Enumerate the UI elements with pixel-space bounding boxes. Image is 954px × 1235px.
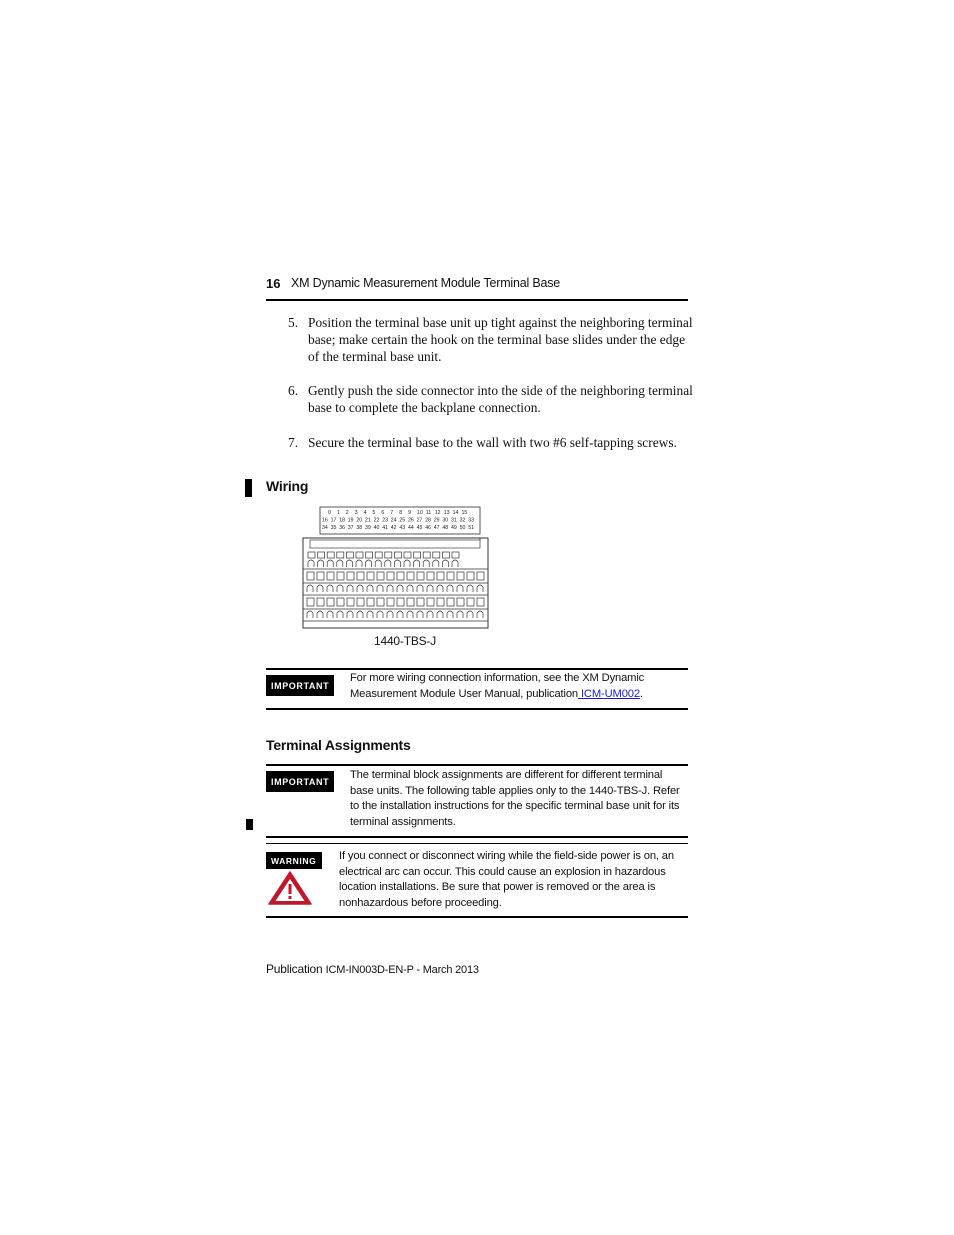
header-rule xyxy=(266,299,688,301)
terminal-slot xyxy=(357,598,364,606)
page-number: 16 xyxy=(266,276,281,291)
terminal-slot xyxy=(414,552,421,558)
terminal-slot xyxy=(357,572,364,580)
terminal-label: 4 xyxy=(363,510,367,516)
terminal-slot xyxy=(433,552,440,558)
terminal-slot xyxy=(375,552,382,558)
terminal-label: 39 xyxy=(365,525,371,531)
step-number: 7. xyxy=(288,435,299,450)
terminal-label: 37 xyxy=(347,525,354,531)
terminal-slot xyxy=(377,572,384,580)
terminal-label: 14 xyxy=(452,510,459,516)
terminal-base-figure xyxy=(300,506,492,637)
terminal-slot xyxy=(457,598,464,606)
callout-bottom-rule xyxy=(266,708,688,710)
terminal-slot xyxy=(337,552,344,558)
terminal-slot xyxy=(308,552,315,558)
terminal-slot xyxy=(346,552,353,558)
warning-top-rule xyxy=(266,843,688,844)
terminal-label: 51 xyxy=(468,525,474,531)
warning-label: WARNING xyxy=(266,852,322,869)
change-bar xyxy=(245,479,252,497)
terminal-slot xyxy=(423,552,430,558)
terminal-label: 45 xyxy=(416,525,423,531)
terminal-slot xyxy=(467,598,474,606)
terminal-slot xyxy=(337,572,344,580)
terminal-slot xyxy=(397,572,404,580)
terminal-slot xyxy=(404,552,411,558)
terminal-slot xyxy=(447,598,454,606)
terminal-slot xyxy=(318,552,325,558)
terminal-label: 19 xyxy=(347,517,354,524)
terminal-label: 16 xyxy=(322,517,328,524)
terminal-label: 0 xyxy=(328,510,331,516)
terminal-slot xyxy=(327,572,334,580)
important-note-end: . xyxy=(639,687,643,700)
step-text: Secure the terminal base to the wall with two #6 self-tapping screws. xyxy=(308,435,677,450)
terminal-slot xyxy=(394,552,401,558)
terminal-label: 41 xyxy=(382,525,388,531)
terminal-label: 9 xyxy=(408,510,411,516)
terminal-label: 23 xyxy=(382,517,388,524)
terminal-label: 33 xyxy=(468,517,474,524)
terminal-slot xyxy=(356,552,363,558)
terminal-slot xyxy=(307,598,314,606)
terminal-slot xyxy=(347,598,354,606)
terminal-label: 44 xyxy=(408,525,414,531)
important-note-text: The terminal block assignments are different for different terminal base units. The following table applies only to the 1440-TBS-J. Refer to the installation instructions for the specific terminal base unit for its terminal assignments. xyxy=(350,769,680,828)
wiring-heading: Wiring xyxy=(266,478,309,494)
terminal-slot xyxy=(327,598,334,606)
terminal-label: 48 xyxy=(442,525,449,531)
step-text: Position the terminal base unit up tight against the neighboring terminal base; make certain the hook on the terminal base slides under the edge of the terminal base unit. xyxy=(308,315,693,364)
terminal-label: 36 xyxy=(339,525,345,531)
warning-bottom-rule xyxy=(266,916,688,918)
terminal-label: 47 xyxy=(433,525,440,531)
terminal-label: 1 xyxy=(336,510,340,516)
terminal-slot xyxy=(387,598,394,606)
important-label: IMPORTANT xyxy=(266,771,334,792)
terminal-label: 32 xyxy=(459,517,466,524)
step-number: 5. xyxy=(288,315,299,330)
step-text: Gently push the side connector into the side of the neighboring terminal base to complete the backplane connection. xyxy=(308,383,693,415)
terminal-slot xyxy=(477,598,484,606)
terminal-label: 7 xyxy=(390,510,394,516)
footer-prefix: Publication xyxy=(266,962,323,976)
terminal-label: 25 xyxy=(399,517,406,524)
terminal-label: 29 xyxy=(433,517,440,524)
terminal-label: 49 xyxy=(451,525,457,531)
running-title: XM Dynamic Measurement Module Terminal Base xyxy=(291,276,561,290)
terminal-slot xyxy=(387,572,394,580)
terminal-label: 6 xyxy=(381,510,385,516)
terminal-slot xyxy=(452,552,459,558)
terminal-label: 34 xyxy=(322,525,328,531)
callout-top-rule xyxy=(266,764,688,766)
terminal-label: 30 xyxy=(442,517,449,524)
terminal-slot xyxy=(417,598,424,606)
terminal-slot xyxy=(407,572,414,580)
terminal-label: 50 xyxy=(459,525,466,531)
step-number: 6. xyxy=(288,383,299,398)
terminal-label: 20 xyxy=(356,517,363,524)
terminal-label: 2 xyxy=(345,510,349,516)
warning-text: If you connect or disconnect wiring while the field-side power is on, an electrical arc can occur. This could cause an explosion in hazardous location installations. Be sure that power is removed or the area is nonhazardous before proceeding. xyxy=(339,850,674,909)
terminal-slot xyxy=(437,572,444,580)
terminal-slot xyxy=(327,552,334,558)
terminal-label: 21 xyxy=(365,517,371,524)
terminal-label: 24 xyxy=(390,517,397,524)
terminal-slot xyxy=(467,572,474,580)
terminal-label: 35 xyxy=(330,525,337,531)
terminal-label: 28 xyxy=(425,517,431,524)
terminal-slot xyxy=(337,598,344,606)
terminal-slot xyxy=(427,572,434,580)
terminal-slot xyxy=(347,572,354,580)
terminal-slot xyxy=(385,552,392,558)
terminal-label: 43 xyxy=(399,525,406,531)
terminal-label: 27 xyxy=(416,517,423,524)
terminal-label: 26 xyxy=(408,517,414,524)
terminal-slot xyxy=(427,598,434,606)
terminal-slot xyxy=(366,552,373,558)
callout-bottom-rule xyxy=(266,836,688,838)
terminal-slot xyxy=(407,598,414,606)
terminal-slot xyxy=(377,598,384,606)
terminal-label: 46 xyxy=(425,525,431,531)
terminal-slot xyxy=(367,598,374,606)
terminal-label: 12 xyxy=(434,510,441,516)
important-note-body: For more wiring connection information, see the XM Dynamic Measurement Module User Manual, publication xyxy=(350,672,645,700)
terminal-slot xyxy=(437,598,444,606)
terminal-label: 22 xyxy=(373,517,380,524)
terminal-label: 13 xyxy=(443,510,450,516)
terminal-label: 8 xyxy=(399,510,403,516)
callout-top-rule xyxy=(266,668,688,670)
terminal-label: 5 xyxy=(372,510,376,516)
terminal-slot xyxy=(457,572,464,580)
terminal-slot xyxy=(317,598,324,606)
important-label: IMPORTANT xyxy=(266,675,334,696)
terminal-label: 17 xyxy=(330,517,337,524)
publication-number: ICM-IN003D-EN-P - March 2013 xyxy=(325,964,479,976)
terminal-slot xyxy=(397,598,404,606)
important-note-text xyxy=(350,671,688,702)
terminal-label: 18 xyxy=(339,517,345,524)
terminal-slot xyxy=(477,572,484,580)
terminal-slot xyxy=(307,572,314,580)
terminal-label: 31 xyxy=(451,517,457,524)
footer xyxy=(266,962,479,976)
terminal-label: 38 xyxy=(356,525,363,531)
terminal-label: 42 xyxy=(390,525,397,531)
terminal-assignments-heading: Terminal Assignments xyxy=(266,737,411,753)
change-bar xyxy=(246,819,253,830)
terminal-label: 10 xyxy=(417,510,423,516)
terminal-slot xyxy=(447,572,454,580)
terminal-slot xyxy=(367,572,374,580)
terminal-label: 15 xyxy=(461,510,468,516)
terminal-slot xyxy=(442,552,449,558)
user-manual-link[interactable]: ICM-UM002 xyxy=(578,687,640,700)
terminal-label: 40 xyxy=(373,525,380,531)
warning-triangle-icon xyxy=(267,870,313,911)
terminal-label: 11 xyxy=(425,510,432,516)
terminal-slot xyxy=(317,572,324,580)
figure-caption: 1440-TBS-J xyxy=(374,634,437,648)
terminal-slot xyxy=(417,572,424,580)
terminal-label: 3 xyxy=(354,510,358,516)
terminal-base-drawing xyxy=(300,506,492,632)
